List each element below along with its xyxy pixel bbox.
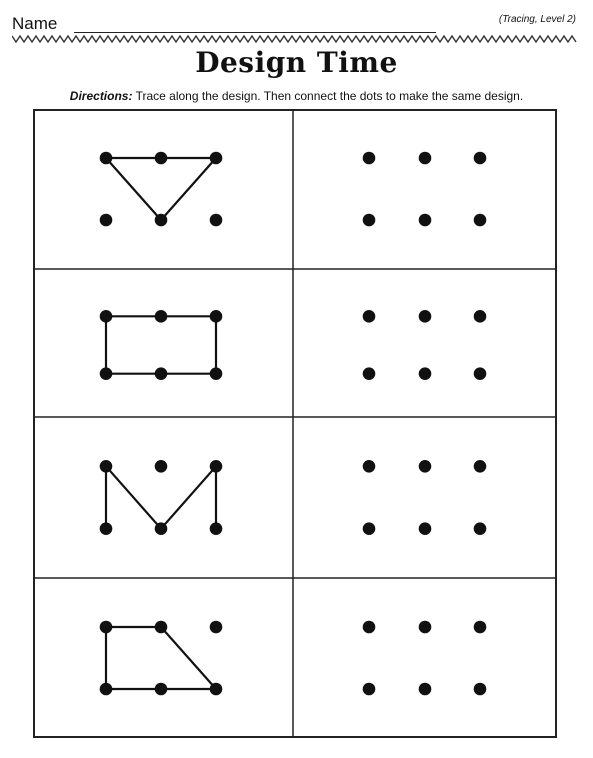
guide-dot xyxy=(155,367,168,380)
guide-dot xyxy=(155,460,168,473)
zigzag-divider xyxy=(12,34,578,44)
practice-dot xyxy=(419,621,432,634)
directions xyxy=(0,89,593,103)
guide-dot xyxy=(100,522,113,535)
guide-dot xyxy=(210,522,223,535)
guide-line-letter-m xyxy=(106,466,161,528)
guide-dot xyxy=(100,214,113,227)
practice-dot xyxy=(419,310,432,323)
guide-dot xyxy=(155,214,168,227)
practice-dot xyxy=(419,214,432,227)
guide-dot xyxy=(210,683,223,696)
exercise-grid-svg xyxy=(33,109,557,738)
guide-dot xyxy=(155,310,168,323)
practice-dot xyxy=(474,152,487,165)
guide-dot xyxy=(210,310,223,323)
practice-dot xyxy=(474,522,487,535)
practice-dot xyxy=(419,152,432,165)
exercise-grid xyxy=(33,109,557,738)
directions-label: Directions: xyxy=(69,89,133,103)
page-title: Design Time xyxy=(195,46,398,79)
guide-dot xyxy=(210,621,223,634)
practice-dot xyxy=(474,621,487,634)
practice-dot xyxy=(363,683,376,696)
guide-dot xyxy=(210,152,223,165)
practice-dot xyxy=(419,522,432,535)
guide-dot xyxy=(155,522,168,535)
directions-text: Trace along the design. Then connect the dots to make the same design. xyxy=(135,89,524,103)
practice-dot xyxy=(363,214,376,227)
practice-dot xyxy=(474,310,487,323)
guide-dot xyxy=(210,460,223,473)
name-label: Name xyxy=(12,14,58,33)
guide-dot xyxy=(155,152,168,165)
guide-line-letter-m xyxy=(161,466,216,528)
guide-dot xyxy=(100,683,113,696)
guide-dot xyxy=(100,367,113,380)
practice-dot xyxy=(474,683,487,696)
practice-dot xyxy=(363,522,376,535)
practice-dot xyxy=(363,152,376,165)
guide-dot xyxy=(155,621,168,634)
name-field[interactable] xyxy=(74,32,436,33)
level-label: (Tracing, Level 2) xyxy=(498,14,576,25)
guide-dot xyxy=(100,460,113,473)
guide-dot xyxy=(100,152,113,165)
guide-dot xyxy=(155,683,168,696)
practice-dot xyxy=(363,367,376,380)
practice-dot xyxy=(363,621,376,634)
practice-dot xyxy=(363,460,376,473)
guide-dot xyxy=(210,214,223,227)
practice-dot xyxy=(419,460,432,473)
name-row xyxy=(12,12,582,36)
practice-dot xyxy=(419,367,432,380)
practice-dot xyxy=(474,367,487,380)
guide-line-trapezoid xyxy=(161,627,216,689)
guide-line-inverted-triangle xyxy=(106,158,161,220)
practice-dot xyxy=(474,214,487,227)
practice-dot xyxy=(419,683,432,696)
grid-border xyxy=(34,110,556,737)
guide-line-inverted-triangle xyxy=(161,158,216,220)
guide-dot xyxy=(100,310,113,323)
practice-dot xyxy=(363,310,376,323)
practice-dot xyxy=(474,460,487,473)
guide-dot xyxy=(100,621,113,634)
guide-dot xyxy=(210,367,223,380)
